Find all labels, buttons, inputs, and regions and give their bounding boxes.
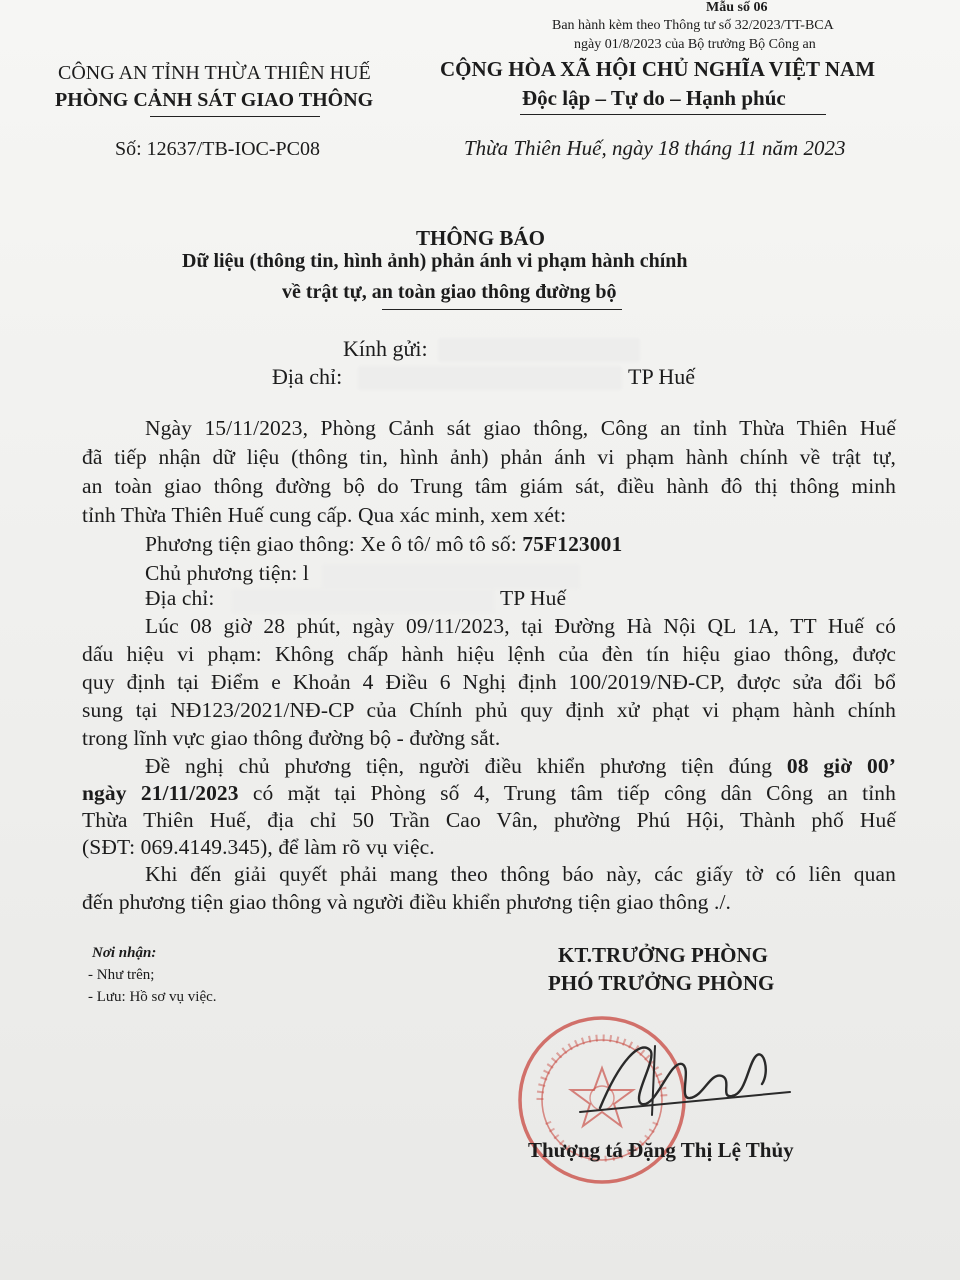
place-date: Thừa Thiên Huế, ngày 18 tháng 11 năm 2023: [464, 136, 846, 160]
body-p2-line-1: Lúc 08 giờ 28 phút, ngày 09/11/2023, tại Đường Hà Nội QL 1A, TT Huế có: [145, 614, 896, 638]
vehicle-label: Phương tiện giao thông: Xe ô tô/ mô tô số:: [145, 532, 523, 556]
redacted-owner-address: [232, 589, 494, 613]
signer-title-2: PHÓ TRƯỞNG PHÒNG: [548, 971, 775, 995]
owner-address-label: Địa chỉ:: [145, 586, 215, 610]
body-p1-line-1: Ngày 15/11/2023, Phòng Cảnh sát giao thông, Công an tỉnh Thừa Thiên Huế: [145, 416, 896, 440]
national-motto: Độc lập – Tự do – Hạnh phúc: [522, 86, 786, 110]
appointment-date: ngày 21/11/2023: [82, 781, 239, 805]
agency-name: PHÒNG CẢNH SÁT GIAO THÔNG: [55, 89, 374, 111]
national-title: CỘNG HÒA XÃ HỘI CHỦ NGHĨA VIỆT NAM: [440, 57, 876, 81]
vehicle-line: [145, 532, 622, 557]
appointment-time: 08 giờ 00’: [786, 754, 896, 778]
body-p4-line-1: Khi đến giải quyết phải mang theo thông báo này, các giấy tờ có liên quan: [145, 862, 896, 886]
redacted-recipient-name: [438, 338, 640, 362]
owner-address-city: TP Huế: [500, 586, 567, 610]
body-p3-line-3: Thừa Thiên Huế, địa chỉ 50 Trần Cao Vân, phường Phú Hội, Thành phố Huế: [82, 808, 896, 832]
address-label: Địa chỉ:: [272, 364, 343, 389]
address-city: TP Huế: [628, 364, 696, 389]
redacted-recipient-address: [358, 366, 622, 390]
body-p2-line-4: sung tại NĐ123/2021/NĐ-CP của Chính phủ quy định xử phạt vi phạm hành chính: [82, 698, 896, 722]
recipient-item-1: - Như trên;: [88, 967, 155, 983]
body-p4-line-2: đến phương tiện giao thông và người điều khiển phương tiện giao thông ./.: [82, 890, 732, 914]
recipients-label: Nơi nhận:: [92, 945, 157, 961]
body-p3-line-1: Đề nghị chủ phương tiện, người điều khiển phương tiện đúng 08 giờ 00’: [145, 754, 896, 778]
motto-underline: [520, 114, 826, 115]
body-p3-line-2: ngày 21/11/2023 có mặt tại Phòng số 4, Trung tâm tiếp công dân Công an tỉnh: [82, 781, 897, 805]
notice-subtitle-2: về trật tự, an toàn giao thông đường bộ: [282, 281, 617, 303]
notice-title: THÔNG BÁO: [416, 226, 545, 250]
body-p2-line-2: dấu hiệu vi phạm: Không chấp hành hiệu lệnh của đèn tín hiệu giao thông, được: [82, 642, 896, 666]
body-p2-line-5: trong lĩnh vực giao thông đường bộ - đường sắt.: [82, 726, 501, 750]
agency-underline: [150, 116, 320, 117]
form-issued-date: ngày 01/8/2023 của Bộ trưởng Bộ Công an: [574, 37, 816, 52]
body-p2-line-3: quy định tại Điểm e Khoản 4 Điều 6 Nghị định 100/2019/NĐ-CP, được sửa đổi bổ: [82, 670, 896, 694]
document-number: Số: 12637/TB-IOC-PC08: [115, 138, 321, 160]
owner-label: Chủ phương tiện: l: [145, 561, 309, 585]
body-p1-line-4: tỉnh Thừa Thiên Huế cung cấp. Qua xác minh, xem xét:: [82, 503, 567, 527]
form-number: Mẫu số 06: [706, 0, 768, 15]
body-p3-line-4: (SĐT: 069.4149.345), để làm rõ vụ việc.: [82, 835, 435, 859]
subtitle-underline: [382, 309, 622, 310]
form-issued-with: Ban hành kèm theo Thông tư số 32/2023/TT-BCA: [552, 18, 834, 33]
signer-name: Thượng tá Đặng Thị Lệ Thủy: [528, 1138, 794, 1162]
body-p1-line-3: an toàn giao thông đường bộ do Trung tâm giám sát, điều hành đô thị thông minh: [82, 474, 896, 498]
agency-parent: CÔNG AN TỈNH THỪA THIÊN HUẾ: [58, 62, 371, 84]
signature-icon: [560, 1020, 800, 1130]
recipient-item-2: - Lưu: Hồ sơ vụ việc.: [88, 989, 217, 1005]
to-label: Kính gửi:: [343, 336, 428, 361]
notice-subtitle-1: Dữ liệu (thông tin, hình ảnh) phản ánh vi phạm hành chính: [182, 250, 688, 272]
license-plate: 75F123001: [522, 532, 623, 556]
signer-title-1: KT.TRƯỞNG PHÒNG: [558, 943, 768, 967]
body-p1-line-2: đã tiếp nhận dữ liệu (thông tin, hình ảnh) phản ánh vi phạm hành chính về trật tự,: [82, 445, 896, 469]
